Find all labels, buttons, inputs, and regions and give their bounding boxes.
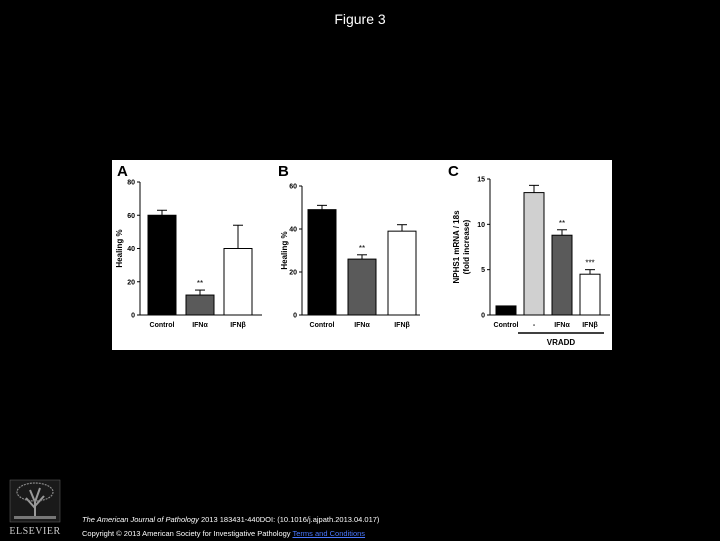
citation-text: 2013 183431-440DOI: (10.1016/j.ajpath.2013.04.017) — [198, 515, 380, 524]
panel-letter: A — [117, 163, 128, 180]
significance-label: ** — [558, 218, 566, 228]
y-tick-label: 15 — [477, 176, 485, 184]
x-tick-label: IFNα — [354, 322, 370, 329]
elsevier-tree-icon — [10, 480, 60, 522]
panel-letter: B — [278, 163, 289, 180]
x-tick-label: IFNα — [554, 322, 570, 329]
x-tick-label: Control — [309, 322, 335, 329]
significance-label: *** — [585, 258, 595, 268]
y-tick-label: 60 — [289, 183, 297, 191]
bar — [552, 235, 572, 315]
elsevier-logo — [4, 478, 66, 538]
y-tick-label: 80 — [127, 179, 135, 187]
x-tick-label: IFNβ — [394, 322, 410, 329]
x-tick-label: Control — [149, 322, 175, 329]
bar — [224, 249, 252, 316]
journal-name: The American Journal of Pathology — [82, 515, 199, 524]
slide-title: Figure 3 — [334, 11, 386, 27]
significance-label: ** — [358, 243, 366, 253]
y-axis-label: NPHS1 mRNA / 18s — [452, 210, 461, 284]
y-tick-label: 40 — [127, 246, 135, 253]
x-tick-label: - — [532, 322, 536, 329]
bar — [308, 210, 336, 315]
significance-label: ** — [196, 279, 204, 289]
footer — [82, 513, 379, 541]
y-tick-label: 20 — [289, 269, 297, 277]
x-tick-label: IFNβ — [582, 322, 598, 329]
x-tick-label: IFNβ — [230, 322, 246, 329]
y-tick-label: 0 — [131, 312, 135, 320]
y-tick-label: 40 — [289, 226, 297, 234]
x-tick-label: Control — [493, 322, 519, 329]
terms-link[interactable]: Terms and Conditions — [292, 529, 366, 538]
copyright-line — [82, 527, 379, 541]
panel-letter: C — [448, 163, 459, 180]
bar — [348, 259, 376, 315]
bar — [524, 193, 544, 315]
y-tick-label: 5 — [481, 267, 485, 275]
y-tick-label: 0 — [481, 312, 485, 320]
figure-panel — [112, 160, 612, 350]
y-tick-label: 20 — [127, 279, 135, 287]
group-label: VRADD — [546, 338, 576, 347]
y-tick-label: 0 — [293, 312, 297, 320]
bar — [388, 231, 416, 315]
citation-line — [82, 513, 379, 527]
figure-chart — [112, 160, 612, 350]
x-tick-label: IFNα — [192, 322, 208, 329]
y-axis-label: Healing % — [280, 231, 289, 270]
bar — [580, 274, 600, 315]
copyright-text: Copyright © 2013 American Society for Investigative Pathology — [82, 529, 291, 538]
elsevier-wordmark: ELSEVIER — [9, 526, 61, 537]
y-axis-label: Healing % — [115, 229, 124, 268]
y-tick-label: 10 — [477, 221, 485, 229]
bar — [148, 215, 176, 315]
bar — [186, 295, 214, 315]
y-tick-label: 60 — [127, 212, 135, 220]
y-axis-label: (fold increase) — [462, 219, 471, 275]
bar — [496, 306, 516, 315]
